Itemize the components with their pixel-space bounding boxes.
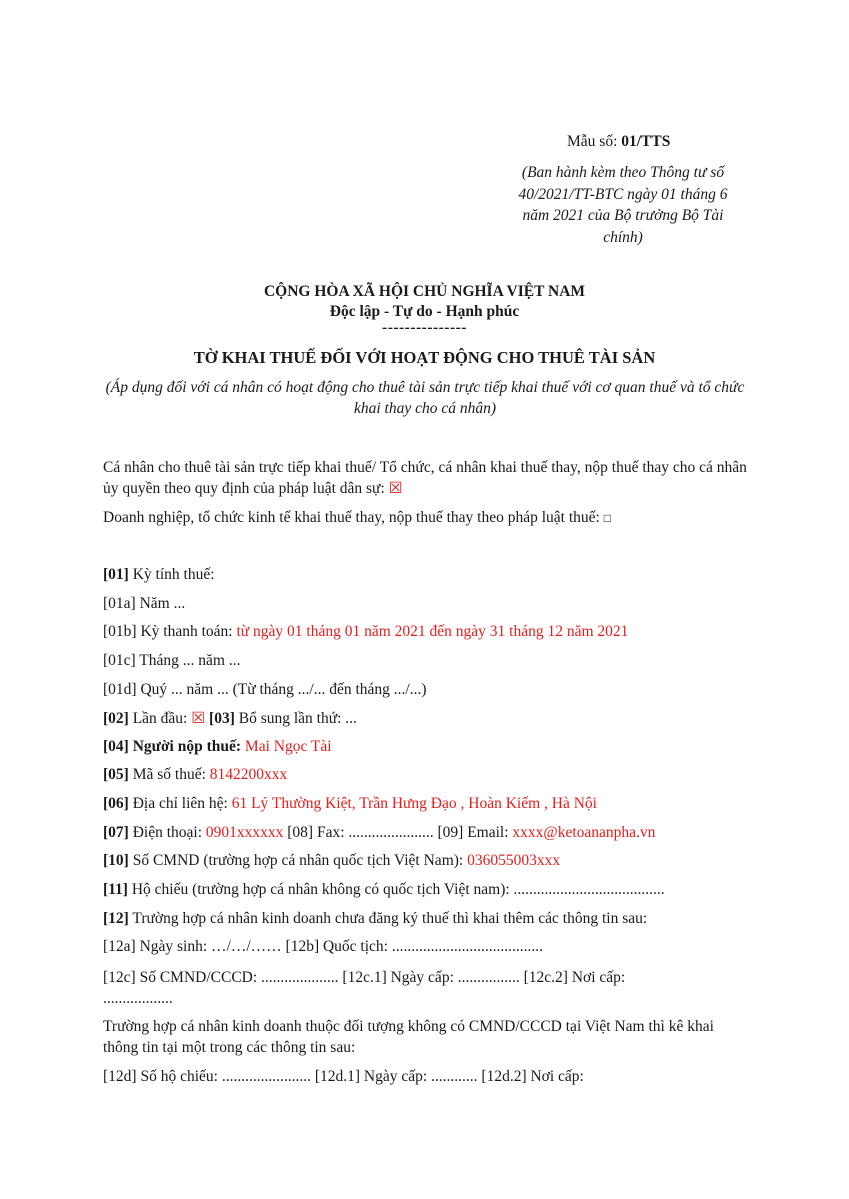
field-01b-label: [01b] Kỳ thanh toán: (103, 623, 237, 640)
field-12d: [12d] Số hộ chiếu: ....................... [12d.1] Ngày cấp: ............ [12d.2] Nơi cấp: (103, 1068, 584, 1085)
field-11-code: [11] (103, 881, 128, 898)
field-12c: [12c] Số CMND/CCCD: .................... [12c.1] Ngày cấp: ................ [12c.2] Nơi cấp: .................. (103, 969, 626, 1007)
declarant-individual-label: Cá nhân cho thuê tài sản trực tiếp khai thuế/ Tổ chức, cá nhân khai thuế thay, nộp thuế thay cho cá nhân ủy quyền theo quy định của pháp luật dân sự: (103, 459, 747, 497)
field-01a: [01a] Năm ... (103, 595, 186, 612)
field-01d: [01d] Quý ... năm ... (Từ tháng .../... đến tháng .../...) (103, 681, 427, 698)
field-12-label: Trường hợp cá nhân kinh doanh chưa đăng ký thuế thì khai thêm các thông tin sau: (128, 910, 648, 927)
field-05 (103, 766, 287, 784)
field-02-label: Lần đầu: (128, 710, 192, 727)
field-06-value: 61 Lý Thường Kiệt, Trần Hưng Đạo , Hoàn Kiếm , Hà Nội (231, 795, 597, 812)
form-code (567, 133, 670, 151)
form-code-label: Mẫu số: (567, 133, 622, 150)
field-06-label: Địa chỉ liên hệ: (128, 795, 232, 812)
title-separator: --------------- (382, 319, 467, 336)
field-12-note: Trường hợp cá nhân kinh doanh thuộc đối tượng không có CMND/CCCD tại Việt Nam thì kê khai thông tin tại một trong các thông tin sau: (103, 1018, 714, 1056)
field-02-checked-icon[interactable]: ☒ (191, 710, 206, 727)
field-05-code: [05] (103, 766, 129, 783)
national-name: CỘNG HÒA XÃ HỘI CHỦ NGHĨA VIỆT NAM (263, 283, 586, 300)
unchecked-box-icon[interactable]: □ (603, 511, 611, 525)
document-subtitle: (Áp dụng đối với cá nhân có hoạt động cho thuê tài sản trực tiếp khai thuế với cơ quan thuế và tổ chức khai thay cho cá nhân) (105, 379, 745, 417)
field-07-code: [07] (103, 824, 129, 841)
declarant-enterprise-label: Doanh nghiệp, tổ chức kinh tế khai thuế thay, nộp thuế thay theo pháp luật thuế: (103, 509, 604, 526)
document-title: TỜ KHAI THUẾ ĐỐI VỚI HOẠT ĐỘNG CHO THUÊ TÀI SẢN (193, 348, 656, 367)
field-06-code: [06] (103, 795, 129, 812)
field-10 (103, 852, 560, 870)
field-07-label: Điện thoại: (128, 824, 206, 841)
field-01c: [01c] Tháng ... năm ... (103, 652, 241, 669)
declarant-individual (103, 457, 753, 499)
field-02-code: [02] (103, 710, 129, 727)
field-07-value: 0901xxxxxx (205, 824, 284, 841)
field-06 (103, 795, 597, 813)
field-02-03 (103, 709, 357, 728)
field-05-label: Mã số thuế: (128, 766, 210, 783)
declarant-enterprise (103, 509, 611, 527)
field-10-value: 036055003xxx (467, 852, 561, 869)
field-03-code: [03] (205, 710, 235, 727)
field-04-label: [04] Người nộp thuế: (103, 738, 245, 755)
field-11-label: Hộ chiếu (trường hợp cá nhân không có quốc tịch Việt nam): ....................................... (127, 881, 665, 898)
checked-box-icon[interactable]: ☒ (388, 480, 403, 497)
field-01-code: [01] (103, 566, 129, 583)
field-09-value: xxxx@ketoananpha.vn (512, 824, 656, 841)
field-01b-value: từ ngày 01 tháng 01 năm 2021 đến ngày 31 tháng 12 năm 2021 (236, 623, 629, 640)
field-12ab: [12a] Ngày sinh: …/…/…… [12b] Quốc tịch: ....................................... (103, 938, 543, 955)
form-code-value: 01/TTS (621, 133, 671, 150)
field-10-code: [10] (103, 852, 129, 869)
field-12-code: [12] (103, 910, 129, 927)
field-11 (103, 881, 665, 899)
field-05-value: 8142200xxx (209, 766, 288, 783)
issued-note: (Ban hành kèm theo Thông tư số 40/2021/TT-BTC ngày 01 tháng 6 năm 2021 của Bộ trưởng Bộ Tài chính) (518, 164, 728, 246)
field-01-label: Kỳ tính thuế: (128, 566, 215, 583)
field-10-label: Số CMND (trường hợp cá nhân quốc tịch Việt Nam): (128, 852, 468, 869)
field-12 (103, 910, 647, 928)
field-03-label: Bổ sung lần thứ: ... (234, 710, 357, 727)
field-01 (103, 566, 215, 584)
national-motto: Độc lập - Tự do - Hạnh phúc (329, 303, 520, 320)
field-08-09-label: [08] Fax: ...................... [09] Email: (283, 824, 513, 841)
field-04-value: Mai Ngọc Tài (244, 738, 332, 755)
field-01b (103, 623, 628, 641)
field-07-09 (103, 824, 655, 842)
field-04 (103, 738, 332, 756)
